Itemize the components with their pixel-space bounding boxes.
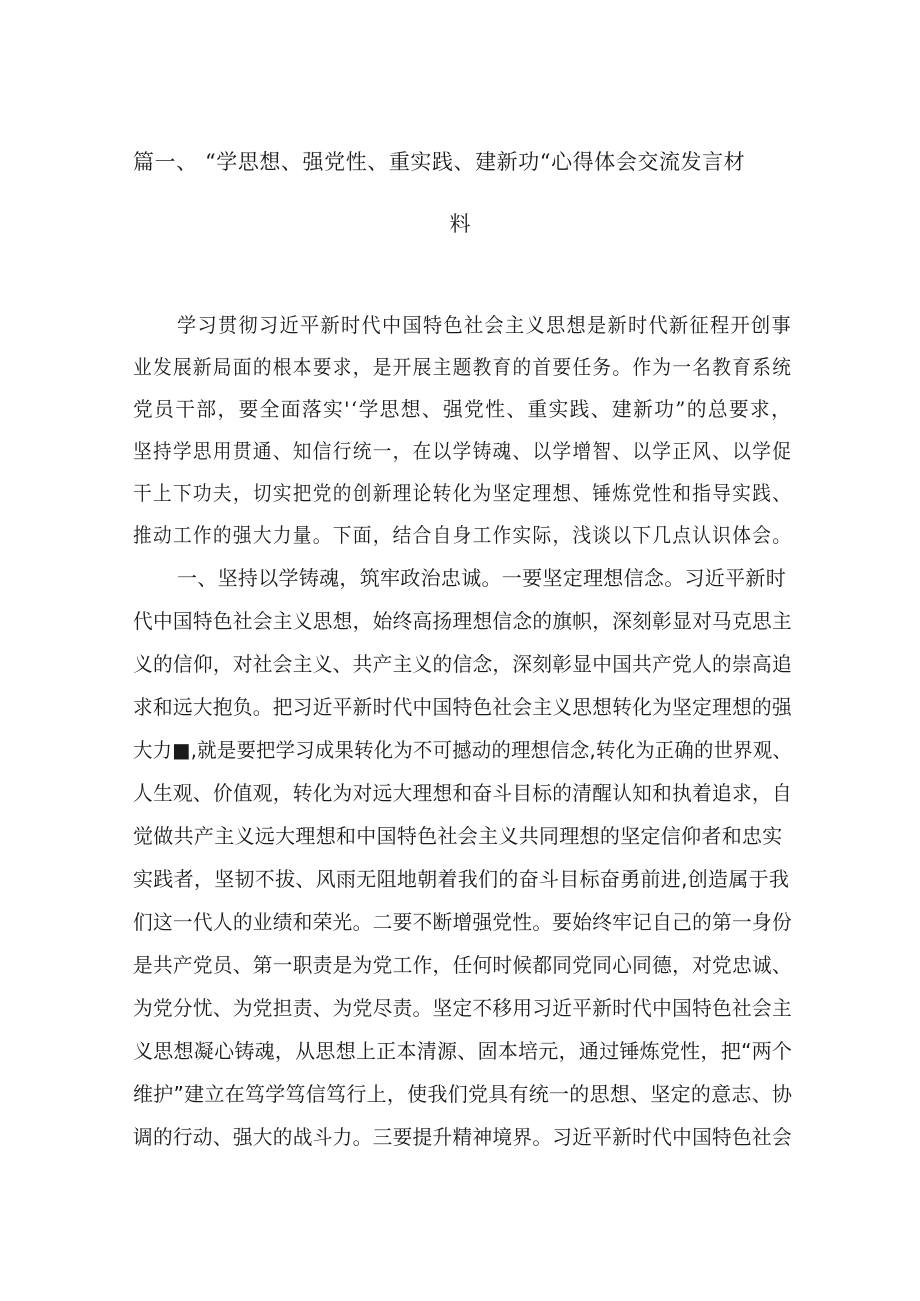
body-line: 实践者，坚韧不拔、风雨无阻地朝着我们的奋斗目标奋勇前进,创造属于我 [133,867,790,891]
body-line: 是共产党员、第一职责是为党工作，任何时候都同党同心同德，对党忠诚、 [133,953,792,977]
intro-line: 业发展新局面的根本要求，是开展主题教育的首要任务。作为一名教育系统 [133,355,793,379]
body-line: 代中国特色社会主义思想，始终高扬理想信念的旗帜，深刻彰显对马克思主 [133,609,792,633]
document-title: 篇一、 “学思想、强党性、重实践、建新功“心得体会交流发言材 [133,150,746,174]
body-line: 为党分忧、为党担责、为党尽责。坚定不移用习近平新时代中国特色社会主 [133,996,792,1020]
body-line: 觉做共产主义远大理想和中国特色社会主义共同理想的坚定信仰者和忠实 [133,824,783,848]
document-title-continuation: 料 [449,212,471,236]
body-line: 义思想凝心铸魂，从思想上正本清源、固本培元，通过锤炼党性，把“两个 [133,1039,793,1063]
body-line: 大力■,就是要把学习成果转化为不可撼动的理想信念,转化为正确的世界观、 [133,738,793,762]
body-line: 求和远大抱负。把习近平新时代中国特色社会主义思想转化为坚定理想的强 [133,695,792,719]
body-line: 人生观、价值观，转化为对远大理想和奋斗目标的清醒认知和执着追求，自 [133,781,792,805]
body-line: 调的行动、强大的战斗力。三要提升精神境界。习近平新时代中国特色社会 [133,1125,792,1149]
intro-line: 推动工作的强大力量。下面，结合自身工作实际，浅谈以下几点认识体会。 [133,523,793,547]
body-line: 维护”建立在笃学笃信笃行上，使我们党具有统一的思想、坚定的意志、协 [133,1082,793,1106]
intro-line: 党员干部，要全面落实'‘学思想、强党性、重实践、建新功”的总要求， [133,397,793,421]
intro-line: 学习贯彻习近平新时代中国特色社会主义思想是新时代新征程开创事 [177,313,792,337]
intro-line: 干上下功夫，切实把党的创新理论转化为坚定理想、锤炼党性和指导实践、 [133,481,793,505]
body-line: 们这一代人的业绩和荣光。二要不断增强党性。要始终牢记自己的第一身份 [133,910,792,934]
body-line: 一、坚持以学铸魂，筑牢政治忠诚。一要坚定理想信念。习近平新时 [177,566,786,590]
intro-line: 坚持学思用贯通、知信行统一，在以学铸魂、以学增智、以学正风、以学促 [133,439,793,463]
body-line: 义的信仰，对社会主义、共产主义的信念，深刻彰显中国共产党人的崇高追 [133,652,792,676]
